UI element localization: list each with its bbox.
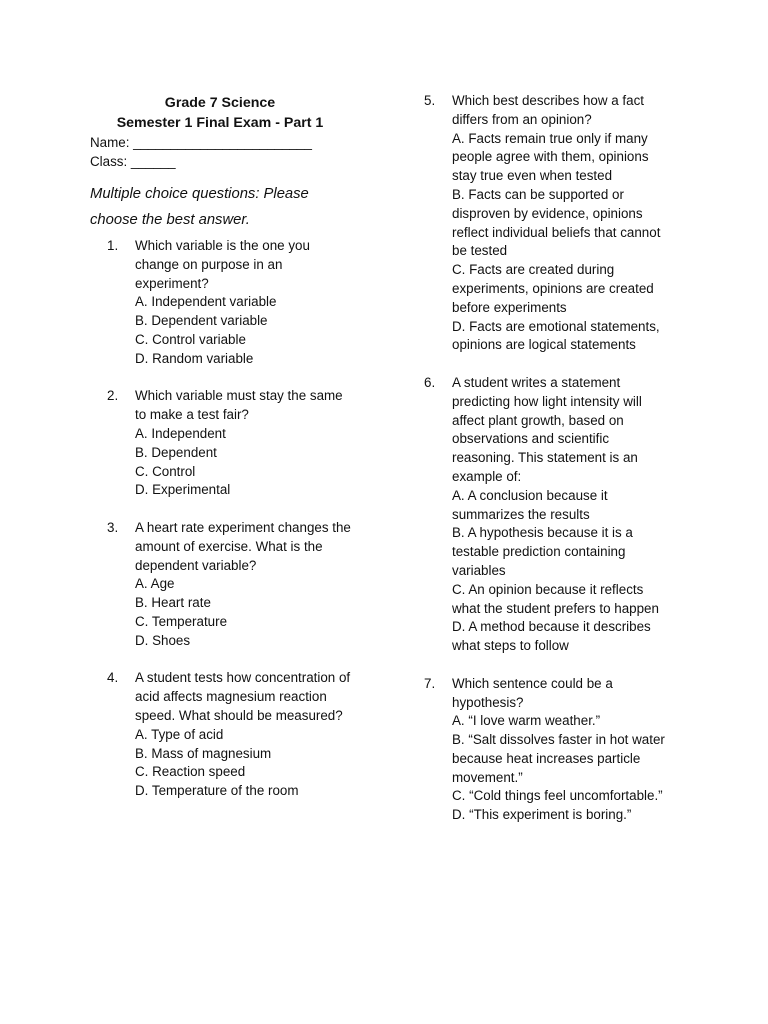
question-number: 4. (107, 670, 119, 686)
option-d: D. Shoes (135, 632, 191, 648)
option-a: A. Age (135, 576, 175, 592)
exam-title-line-2: Semester 1 Final Exam - Part 1 (116, 115, 324, 131)
option-d: D. Random variable (135, 350, 254, 366)
question-5 (424, 92, 674, 355)
question-text: A student tests how concentration of acid affects magnesium reaction speed. What should be measured? (135, 670, 351, 723)
option-b: B. Dependent variable (135, 313, 268, 329)
question-number: 5. (424, 93, 436, 108)
name-field: Name: ________________________ (90, 135, 312, 150)
question-1 (107, 237, 357, 369)
question-number: 3. (107, 519, 119, 535)
left-column (90, 92, 380, 801)
option-a: A. Independent (135, 425, 226, 441)
option-d: D. “This experiment is boring.” (452, 807, 632, 823)
question-text: Which variable is the one you change on purpose in an experiment? (135, 238, 310, 291)
option-b: B. Facts can be supported or disproven by evidence, opinions reflect individual beliefs that cannot be tested (452, 186, 661, 259)
question-7 (424, 675, 674, 825)
option-c: C. “Cold things feel uncomfortable.” (452, 788, 663, 804)
question-number: 6. (424, 374, 436, 390)
exam-title-line-1: Grade 7 Science (164, 95, 276, 111)
question-2 (107, 387, 357, 500)
option-b: B. Dependent (135, 444, 217, 460)
question-6 (424, 374, 674, 656)
option-b: B. A hypothesis because it is a testable prediction containing variables (452, 525, 633, 578)
option-d: D. Experimental (135, 482, 231, 498)
option-c: C. Control (135, 463, 196, 479)
option-a: A. “I love warm weather.” (452, 713, 601, 729)
right-column (424, 92, 684, 825)
option-d: D. Temperature of the room (135, 783, 299, 799)
question-list-right (424, 92, 684, 825)
option-a: A. Independent variable (135, 294, 277, 310)
question-number: 1. (107, 238, 119, 253)
question-text: A student writes a statement predicting how light intensity will affect plant growth, based on observations and scientific reasoning. This statement is an example of: (452, 374, 642, 484)
question-text: Which variable must stay the same to make a test fair? (135, 388, 343, 423)
option-c: C. Temperature (135, 613, 228, 629)
question-number: 7. (424, 675, 436, 691)
option-c: C. Control variable (135, 331, 246, 347)
question-list-left (90, 237, 380, 801)
option-d: D. Facts are emotional statements, opinions are logical statements (452, 318, 660, 353)
question-number: 2. (107, 388, 119, 404)
question-text: Which best describes how a fact differs from an opinion? (452, 93, 645, 127)
option-a: A. Facts remain true only if many people agree with them, opinions stay true even when tested (452, 130, 649, 184)
option-c: C. Reaction speed (135, 764, 246, 780)
option-a: A. Type of acid (135, 726, 224, 742)
option-c: C. An opinion because it reflects what the student prefers to happen (452, 581, 659, 616)
question-text: A heart rate experiment changes the amount of exercise. What is the dependent variable? (135, 519, 351, 573)
question-4 (107, 669, 357, 801)
option-c: C. Facts are created during experiments, opinions are created before experiments (452, 262, 654, 315)
instructions: Multiple choice questions: Please choose the best answer. (90, 186, 309, 228)
option-b: B. Heart rate (135, 595, 211, 611)
option-d: D. A method because it describes what steps to follow (452, 619, 651, 654)
question-text: Which sentence could be a hypothesis? (452, 675, 613, 710)
option-b: B. Mass of magnesium (135, 745, 272, 761)
class-field: Class: ______ (90, 154, 176, 169)
question-3 (107, 519, 357, 651)
option-a: A. A conclusion because it summarizes the results (452, 487, 608, 522)
option-b: B. “Salt dissolves faster in hot water because heat increases particle movement.” (452, 732, 665, 785)
